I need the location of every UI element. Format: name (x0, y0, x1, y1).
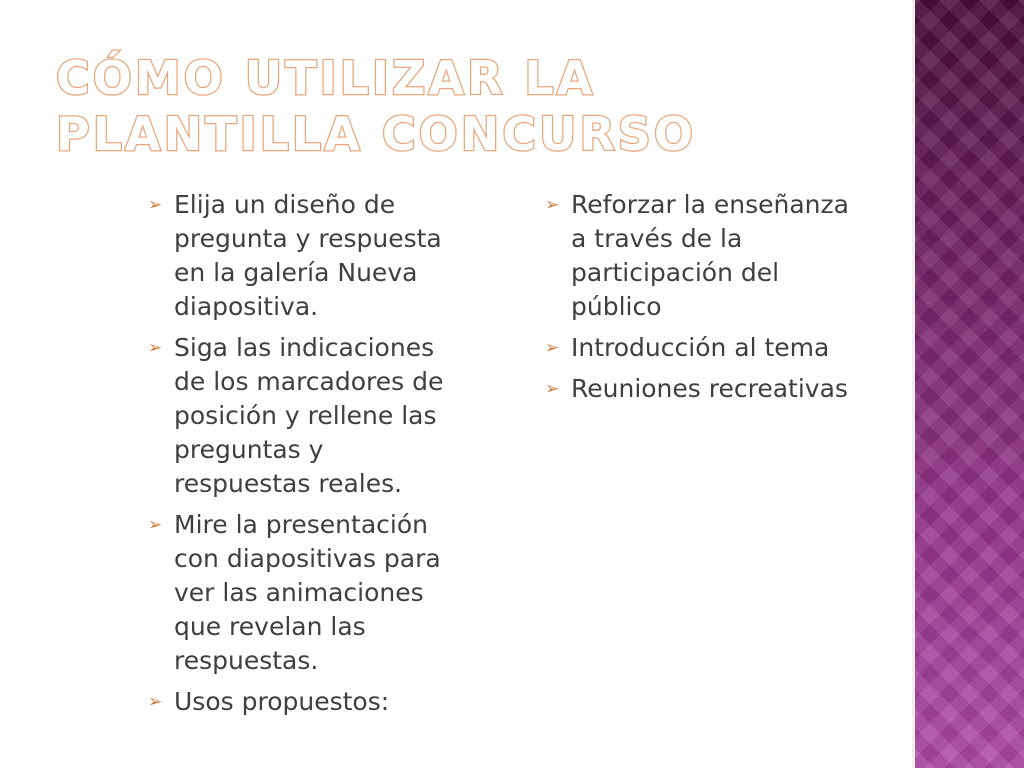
arrowhead-bullet-icon: ➢ (545, 195, 560, 215)
arrowhead-bullet-icon: ➢ (545, 379, 560, 399)
arrowhead-bullet-icon: ➢ (148, 692, 163, 712)
list-item (146, 188, 446, 324)
arrowhead-bullet-icon: ➢ (148, 338, 163, 358)
bullet-text: Reuniones recreativas (571, 374, 848, 403)
bullet-text: Reforzar la enseñanza a través de la participación del público (571, 190, 849, 321)
list-item (146, 508, 446, 678)
bullet-text: Siga las indicaciones de los marcadores de posición y rellene las preguntas y respuestas reales. (174, 333, 444, 498)
bullet-text: Introducción al tema (571, 333, 830, 362)
bullet-text: Mire la presentación con diapositivas para ver las animaciones que revelan las respuestas. (174, 510, 441, 675)
right-bullet-list (543, 188, 863, 413)
list-item (543, 188, 863, 324)
list-item (543, 331, 863, 365)
bullet-text: Elija un diseño de pregunta y respuesta en la galería Nueva diapositiva. (174, 190, 442, 321)
arrowhead-bullet-icon: ➢ (148, 515, 163, 535)
left-bullet-list (146, 188, 446, 726)
list-item (543, 372, 863, 406)
list-item (146, 685, 446, 719)
decorative-side-band (912, 0, 1024, 768)
arrowhead-bullet-icon: ➢ (148, 195, 163, 215)
bullet-text: Usos propuestos: (174, 687, 390, 716)
slide-title: CÓMO UTILIZAR LA PLANTILLA CONCURSO (56, 51, 696, 161)
list-item (146, 331, 446, 501)
arrowhead-bullet-icon: ➢ (545, 338, 560, 358)
